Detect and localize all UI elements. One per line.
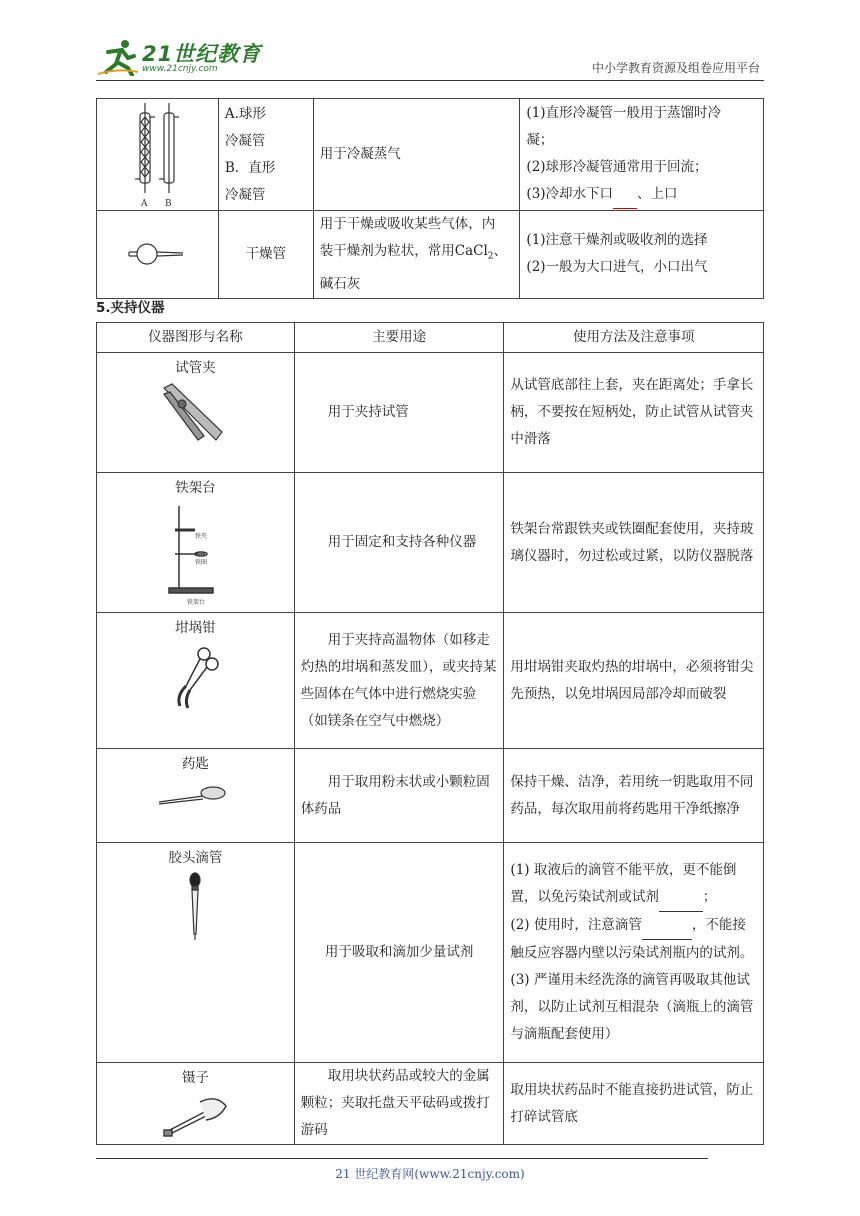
tweezers-cell [97, 1063, 295, 1145]
table-row [97, 473, 764, 613]
table-row [97, 211, 764, 299]
page-header [96, 36, 764, 81]
col-header-notes: 使用方法及注意事项 [504, 323, 764, 353]
test-tube-holder-notes: 从试管底部往上套，夹在距离处；手拿长柄，不要按在短柄处，防止试管从试管夹中滑落 [504, 353, 764, 473]
tweezers-name: 镊子 [181, 1070, 209, 1086]
iron-stand-icon [165, 502, 225, 606]
answer-blank [659, 884, 703, 912]
condenser-label-b: B [165, 198, 173, 209]
iron-stand-cell [97, 473, 295, 613]
page-footer: 21 世纪教育网(www.21cnjy.com) [335, 1167, 525, 1181]
test-tube-holder-name: 试管夹 [175, 360, 216, 376]
dropper-icon [185, 872, 205, 942]
table-row [97, 1063, 764, 1145]
drying-tube-use: 用于干燥或吸收某些气体，内 装干燥剂为粒状，常用CaCl$_2$、 碱石灰 [313, 211, 520, 299]
test-tube-holder-icon [160, 382, 230, 446]
drying-tube-notes: (1)注意干燥剂或吸收剂的选择 (2)一般为大口进气，小口出气 [520, 211, 764, 299]
condenser-use: 用于冷凝蒸气 [313, 99, 520, 211]
condenser-image-cell [97, 99, 219, 211]
crucible-tongs-name: 坩埚钳 [175, 620, 216, 636]
answer-blank [642, 912, 692, 940]
table-header-row [97, 323, 764, 353]
answer-blank [613, 181, 637, 209]
crucible-tongs-notes: 用坩埚钳夹取灼热的坩埚中，必须将钳尖先预热，以免坩埚因局部冷却而破裂 [504, 613, 764, 749]
dropper-name: 胶头滴管 [168, 850, 223, 866]
iron-stand-label-stand: 铁架台 [187, 599, 206, 606]
iron-stand-notes: 铁架台常跟铁夹或铁圈配套使用，夹持玻璃仪器时，勿过松或过紧，以防仪器脱落 [504, 473, 764, 613]
logo-text: 21世纪教育 [142, 42, 262, 66]
tweezers-use: 取用块状药品或较大的金属颗粒；夹取托盘天平砝码或拨打游码 [294, 1063, 504, 1145]
iron-stand-name: 铁架台 [175, 480, 216, 496]
condenser-name: A.球形 冷凝管 B．直形 冷凝管 [218, 99, 313, 211]
crucible-tongs-use: 用于夹持高温物体（如移走灼热的坩埚和蒸发皿），或夹持某些固体在气体中进行燃烧实验（如镁条在空气中燃烧） [294, 613, 504, 749]
drying-tube-icon [127, 239, 187, 269]
logo [96, 36, 266, 78]
tweezers-icon [160, 1092, 230, 1138]
drying-tube-image-cell [97, 211, 219, 299]
spatula-use: 用于取用粉末状或小颗粒固体药品 [294, 749, 504, 843]
logo-url: www.21cnjy.com [142, 64, 218, 74]
holding-instruments-table [96, 322, 764, 1145]
condenser-label-a: A [141, 198, 148, 209]
footer-divider [96, 1158, 708, 1159]
instrument-table-1 [96, 98, 764, 299]
iron-stand-use: 用于固定和支持各种仪器 [294, 473, 504, 613]
iron-stand-label-clamp: 铁夹 [195, 533, 208, 540]
spatula-notes: 保持干燥、洁净，若用统一钥匙取用不同药品，每次取用前将药匙用干净纸擦净 [504, 749, 764, 843]
runner-logo-icon [98, 38, 138, 76]
table-row [97, 353, 764, 473]
spatula-cell [97, 749, 295, 843]
dropper-cell [97, 843, 295, 1063]
dropper-use: 用于吸取和滴加少量试剂 [294, 843, 504, 1063]
spatula-name: 药匙 [181, 756, 209, 772]
iron-stand-label-ring: 铁圈 [195, 559, 208, 566]
test-tube-holder-cell [97, 353, 295, 473]
col-header-use: 主要用途 [294, 323, 504, 353]
test-tube-holder-use: 用于夹持试管 [294, 353, 504, 473]
crucible-tongs-icon [170, 642, 220, 712]
table-row [97, 749, 764, 843]
crucible-tongs-cell [97, 613, 295, 749]
condenser-icon [127, 101, 187, 209]
drying-tube-name: 干燥管 [218, 211, 313, 299]
tweezers-notes: 取用块状药品时不能直接扔进试管，防止打碎试管底 [504, 1063, 764, 1145]
dropper-notes: (1) 取液后的滴管不能平放，更不能倒置，以免污染试剂或试剂 ； (2) 使用时，注意滴管 ，不能接触反应容器内壁以污染试剂瓶内的试剂。 (3) 严谨用未经洗涤的滴管再吸取其他试剂，以防止试剂互相混杂（滴瓶上的滴管与滴瓶配套使用） [504, 843, 764, 1063]
condenser-notes: (1)直形冷凝管一般用于蒸馏时冷 凝； (2)球形冷凝管通常用于回流； (3)冷却水下口 、上口 [520, 99, 764, 211]
col-header-name: 仪器图形与名称 [97, 323, 295, 353]
spatula-icon [155, 778, 235, 812]
table-row [97, 99, 764, 211]
section-title: 5.夹持仪器 [96, 300, 165, 316]
table-row [97, 843, 764, 1063]
table-row [97, 613, 764, 749]
platform-label: 中小学教育资源及组卷应用平台 [591, 61, 760, 75]
